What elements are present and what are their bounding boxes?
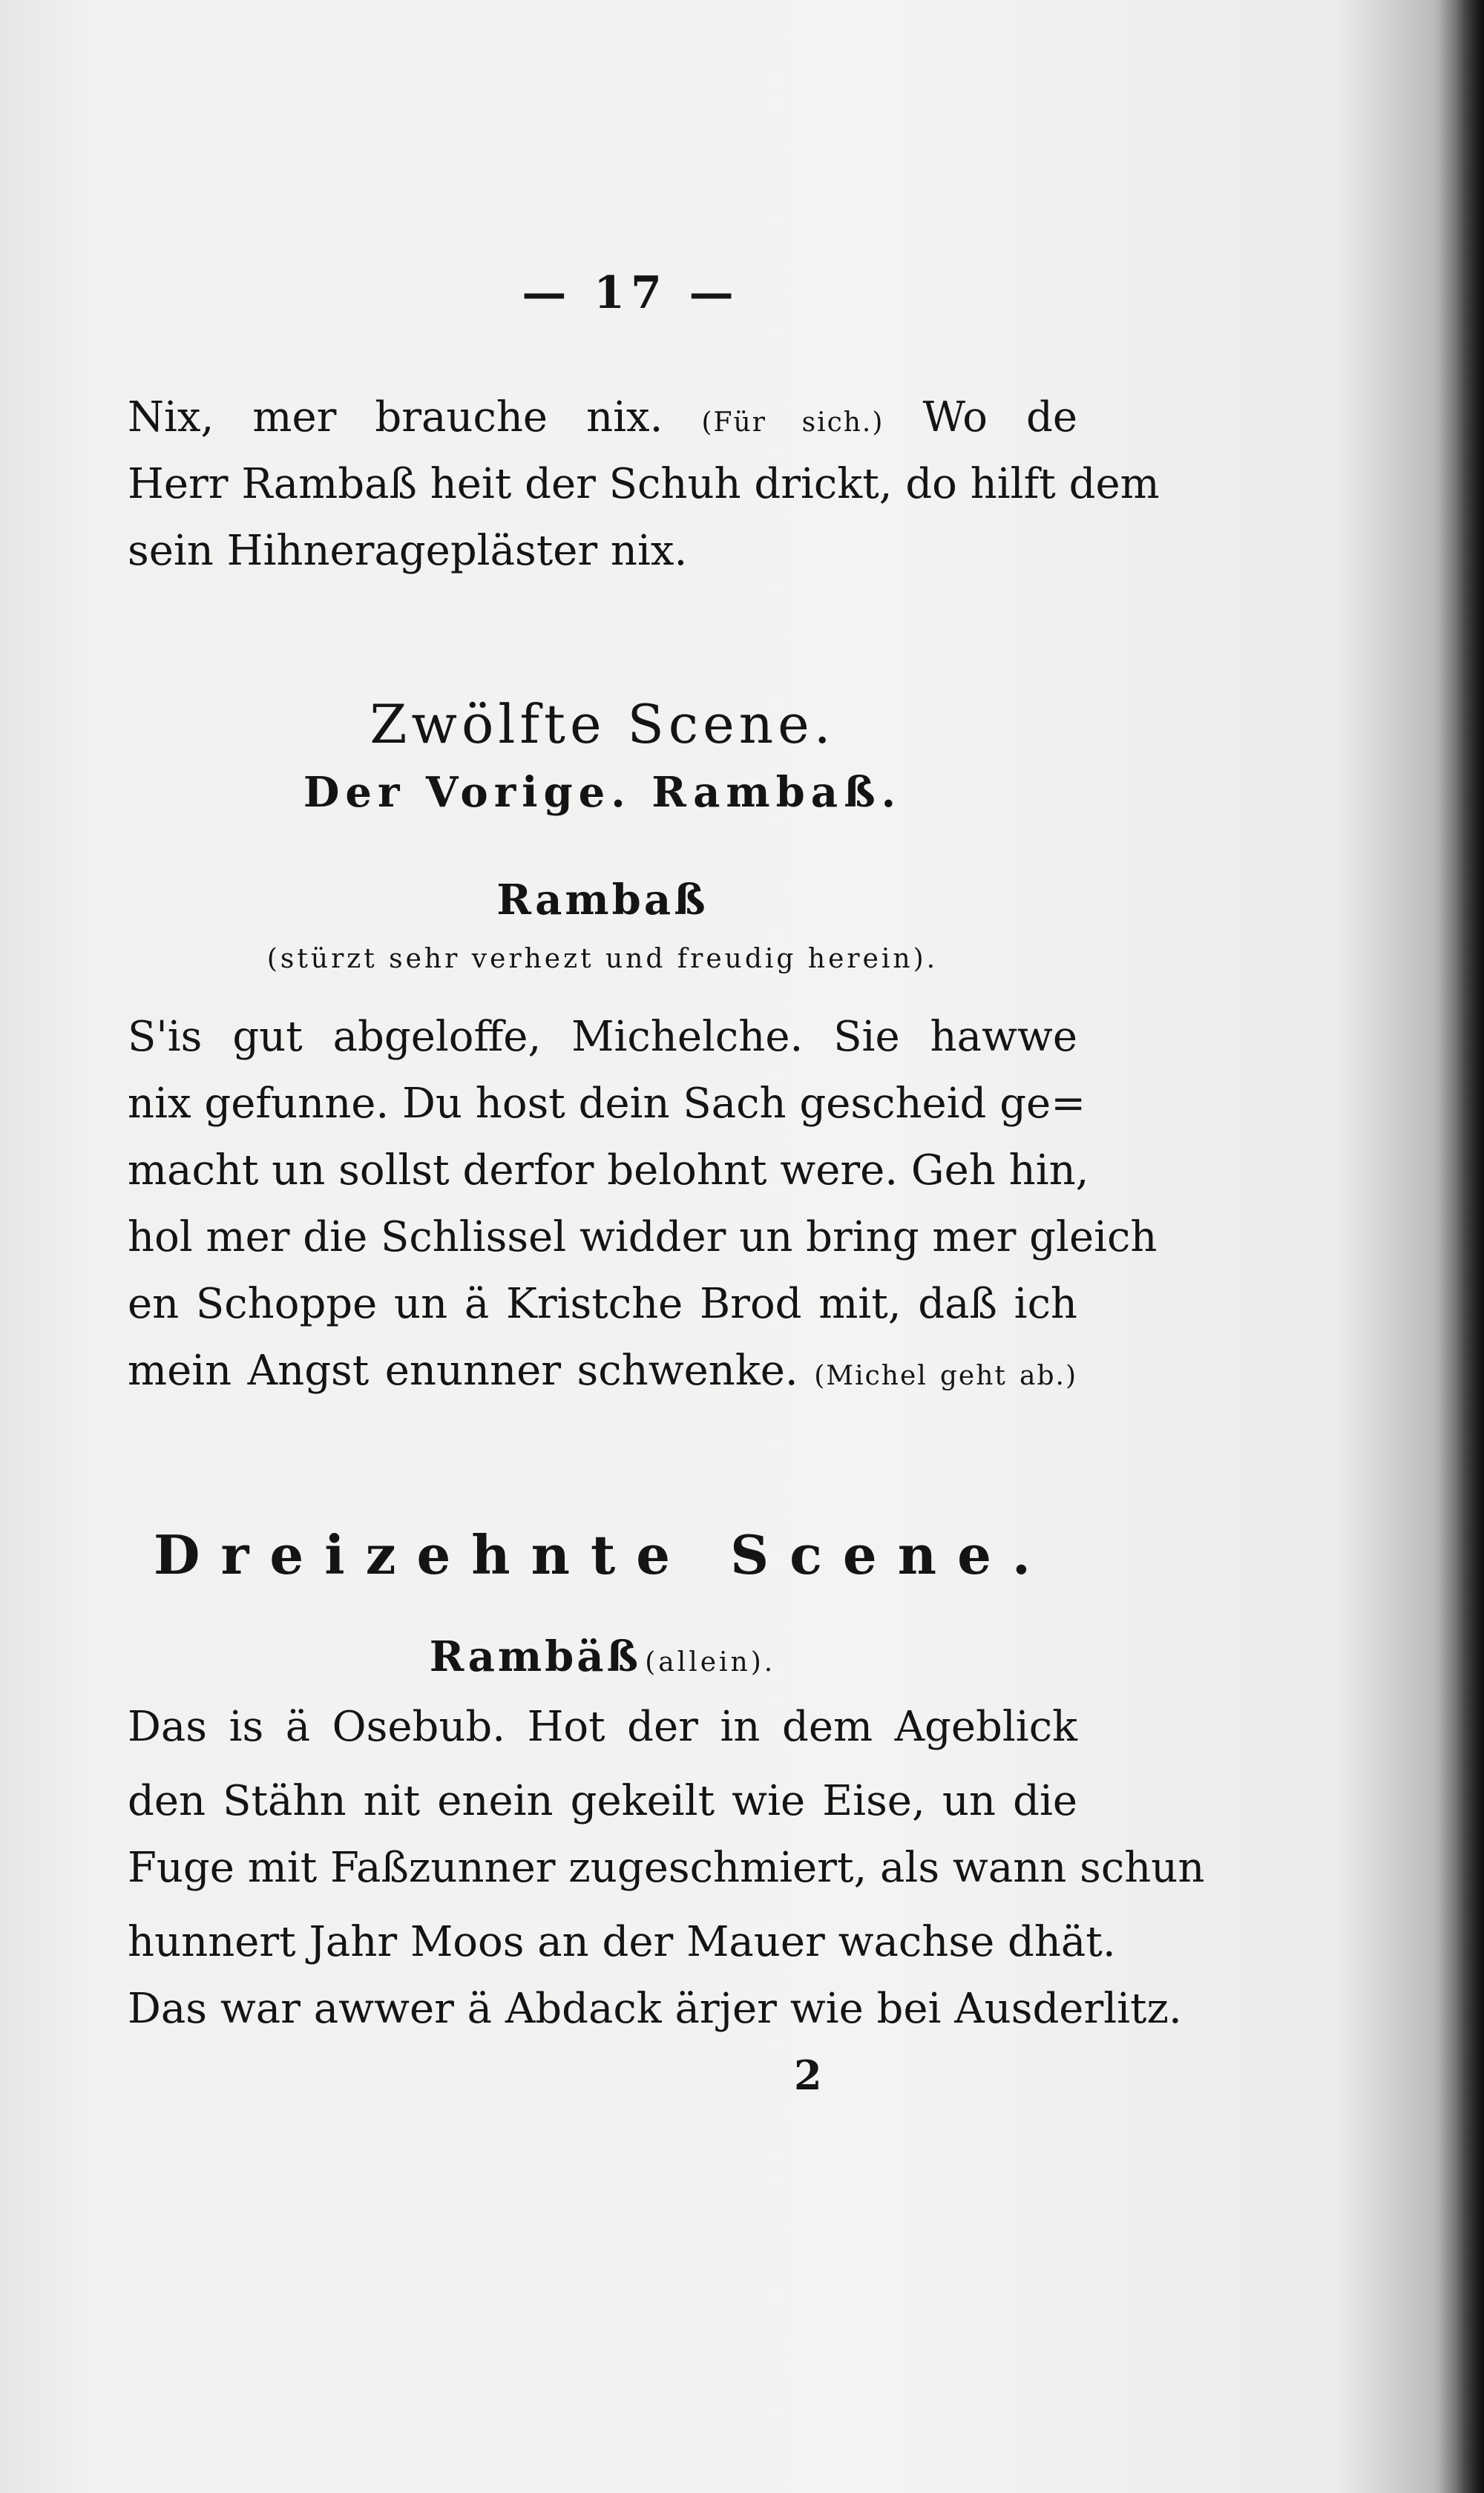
speech-line: Fuge mit Faßzunner zugeschmiert, als wann schun <box>128 1844 1205 1892</box>
page-edge-shadow <box>1432 0 1484 2493</box>
speech-line: Das war awwer ä Abdack ärjer wie bei Ausderlitz. <box>128 1985 1182 2033</box>
speech-line: macht un sollst derfor belohnt were. Geh hin, <box>128 1146 1089 1195</box>
speech-line-2: Herr Rambaß heit der Schuh drickt, do hilft dem <box>128 460 1160 508</box>
speaker-name: Rambäß <box>429 1632 642 1681</box>
speech-line: S'is gut abgeloffe, Michelche. Sie hawwe <box>128 1013 1077 1061</box>
speaker-name: Rambaß <box>496 876 709 924</box>
speech-text: mein Angst enunner schwenke. <box>128 1347 798 1395</box>
signature-mark: 2 <box>794 2052 822 2099</box>
scene-title: Zwölfte Scene. <box>370 693 835 755</box>
speech-line: en Schoppe un ä Kristche Brod mit, daß ich <box>128 1280 1077 1328</box>
scene-title: Dreizehnte Scene. <box>154 1523 1051 1586</box>
stage-direction: (Für sich.) <box>701 407 884 438</box>
speech-text: Wo de <box>922 393 1077 441</box>
speech-line <box>128 1347 1077 1395</box>
stage-direction: (allein). <box>645 1647 776 1678</box>
speech-line-1 <box>128 393 1077 441</box>
stage-direction: (stürzt sehr verhezt und freudig herein). <box>266 944 939 974</box>
speech-text: Nix, mer brauche nix. <box>128 393 663 441</box>
stage-direction: (Michel geht ab.) <box>814 1361 1077 1391</box>
cast-list: Der Vorige. Rambaß. <box>303 768 902 817</box>
speech-line: Das is ä Osebub. Hot der in dem Ageblick <box>128 1703 1077 1751</box>
speech-line: hol mer die Schlissel widder un bring mer gleich <box>128 1213 1158 1261</box>
page-number-header: — 17 — <box>522 267 740 319</box>
speech-line-3: sein Hihneragepläster nix. <box>128 527 688 575</box>
speech-line: nix gefunne. Du host dein Sach gescheid ge= <box>128 1080 1086 1128</box>
speech-line: hunnert Jahr Moos an der Mauer wachse dhät. <box>128 1918 1116 1966</box>
speech-line: den Stähn nit enein gekeilt wie Eise, un die <box>128 1777 1077 1825</box>
speaker-heading <box>128 1632 1077 1681</box>
